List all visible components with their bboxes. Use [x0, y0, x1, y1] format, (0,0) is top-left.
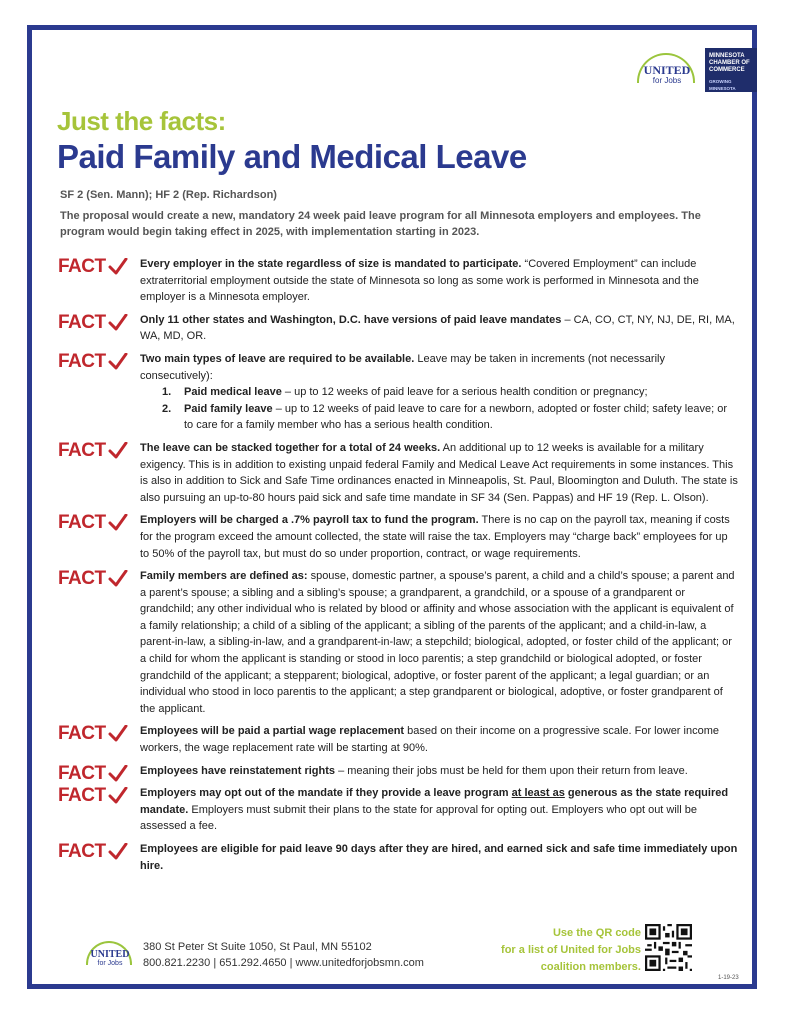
fact-item: FACT Two main types of leave are required to be available. Leave may be taken in increments (not necessarily consecutively): 1. Paid medical leave – up to 12 weeks of paid leave for a serious health condition or pregnancy; 2. Paid family leave – up to 12 weeks of paid leave to care for a newborn, adopted or foster child; safety leave; or to care for a family member who has a serious health condition. [58, 351, 738, 434]
facts-list [58, 256, 738, 880]
street-address: 380 St Peter St Suite 1050, St Paul, MN 55102 [143, 941, 372, 953]
fact-badge: FACT [58, 351, 128, 373]
checkmark-icon [108, 353, 128, 371]
checkmark-icon [108, 765, 128, 783]
united-for-jobs-logo: UNITED for Jobs [635, 51, 699, 89]
checkmark-icon [108, 570, 128, 588]
checkmark-icon [108, 843, 128, 861]
bill-numbers: SF 2 (Sen. Mann); HF 2 (Rep. Richardson) [60, 189, 277, 201]
checkmark-icon [108, 442, 128, 460]
checkmark-icon [108, 787, 128, 805]
fact-item: FACT Employees are eligible for paid leave 90 days after they are hired, and earned sick and safe time immediately upon hire. [58, 841, 738, 872]
fact-item: FACT Employers may opt out of the mandate if they provide a leave program at least as generous as the state required mandate. Employers must submit their plans to the state for approval for opting out. Employers who opt out will be assessed a fee. [58, 785, 729, 833]
minnesota-chamber-logo: MINNESOTA CHAMBER OF COMMERCE GROWING MINNESOTA [705, 48, 757, 92]
fact-item: FACT Every employer in the state regardless of size is mandated to participate. “Covered Employment” can include extraterritorial employment outside the state of Minnesota so long as some work is performed in Minnesota and the employer is a Minnesota employer. [58, 256, 699, 304]
leave-types-list [140, 384, 738, 434]
page-title: Paid Family and Medical Leave [57, 138, 527, 175]
fact-badge: FACT [58, 568, 128, 590]
fact-item: FACT Employees have reinstatement rights – meaning their jobs must be held for them upon their return from leave. [58, 762, 688, 784]
fact-badge: FACT [58, 512, 128, 534]
checkmark-icon [108, 258, 128, 276]
fact-item: FACT Employees will be paid a partial wage replacement based on their income on a progressive scale. For lower income workers, the wage replacement rate will be starting at 90%. [58, 723, 719, 755]
header-logos [635, 48, 757, 92]
fact-badge: FACT [58, 312, 128, 334]
contact-info: 800.821.2230 | 651.292.4650 | www.unitedforjobsmn.com [143, 957, 424, 969]
fact-badge: FACT [58, 256, 128, 278]
list-item: 1. Paid medical leave – up to 12 weeks of paid leave for a serious health condition or pregnancy; [162, 386, 648, 399]
qr-code-icon[interactable] [645, 924, 692, 971]
revision-date: 1-19-23 [718, 975, 739, 981]
qr-caption: Use the QR code for a list of United for Jobs coalition members. [501, 927, 641, 973]
intro-paragraph: The proposal would create a new, mandatory 24 week paid leave program for all Minnesota employers and employees. The program would begin taking effect in 2025, with implementation starting in 2023. [60, 210, 701, 238]
checkmark-icon [108, 514, 128, 532]
list-item: 2. Paid family leave – up to 12 weeks of paid leave to care for a newborn, adopted or foster child; safety leave; or to care for a family member who has a serious health condition. [162, 402, 727, 432]
kicker-heading: Just the facts: [57, 106, 226, 136]
fact-badge: FACT [58, 841, 128, 863]
fact-item: FACT Family members are defined as: spouse, domestic partner, a spouse’s parent, a child and a child’s spouse; a parent and a parent’s spouse; a sibling and a sibling’s spouse; a grandparent, a grandchild, or a spouse of a grandparent or grandchild; any other individual who is related by blood or affinity and whose association with the applicant is equivalent of a family relationship; a child of a sibling of the applicant; a sibling of the parents of the applicant; and a child-in-law, a parent-in-law, a sibling-in-law, and a grandparent-in-law; a stepchild; biological, adopted, or foster child of the applicant; or a child for whom the applicant is standing or stood in loco parentis; a step grandchild or biological adopted, or foster grandchild of the applicant; a stepparent; biological, adoptive, or foster parent of the applicant; a legal guardian; or an individual who stood in loco parentis to the applicant; a step grandparent or biological, adoptive, or foster grandparent of the applicant. [58, 568, 735, 715]
fact-badge: FACT [58, 763, 128, 785]
footer-united-for-jobs-logo: UNITED for Jobs [85, 940, 135, 970]
fact-badge: FACT [58, 785, 128, 807]
checkmark-icon [108, 314, 128, 332]
fact-badge: FACT [58, 440, 128, 462]
fact-item: FACT Employers will be charged a .7% payroll tax to fund the program. There is no cap on the payroll tax, meaning if costs for the program exceed the amount collected, the state will raise the tax. Employers may “charge back” employees for up to 50% of the payroll tax, but must do so under proportion, contract, or wage requirements. [58, 512, 730, 560]
fact-item: FACT The leave can be stacked together for a total of 24 weeks. An additional up to 12 weeks is available for a military exigency. This is in addition to existing unpaid federal Family and Medical Leave Act requirements in some instances. This is also in addition to Sick and Safe Time ordinances enacted in Minneapolis, St. Paul, Bloomington and Duluth. The state is also pursuing an up-to-80 hours paid sick and safe time mandate in SF 34 (Sen. Pappas) and HF 19 (Rep. L. Olson). [58, 439, 738, 504]
checkmark-icon [108, 725, 128, 743]
fact-item: FACT Only 11 other states and Washington, D.C. have versions of paid leave mandates – CA, CO, CT, NY, NJ, DE, RI, MA, WA, MD, OR. [58, 311, 735, 343]
fact-badge: FACT [58, 723, 128, 745]
footer-address [143, 939, 424, 971]
